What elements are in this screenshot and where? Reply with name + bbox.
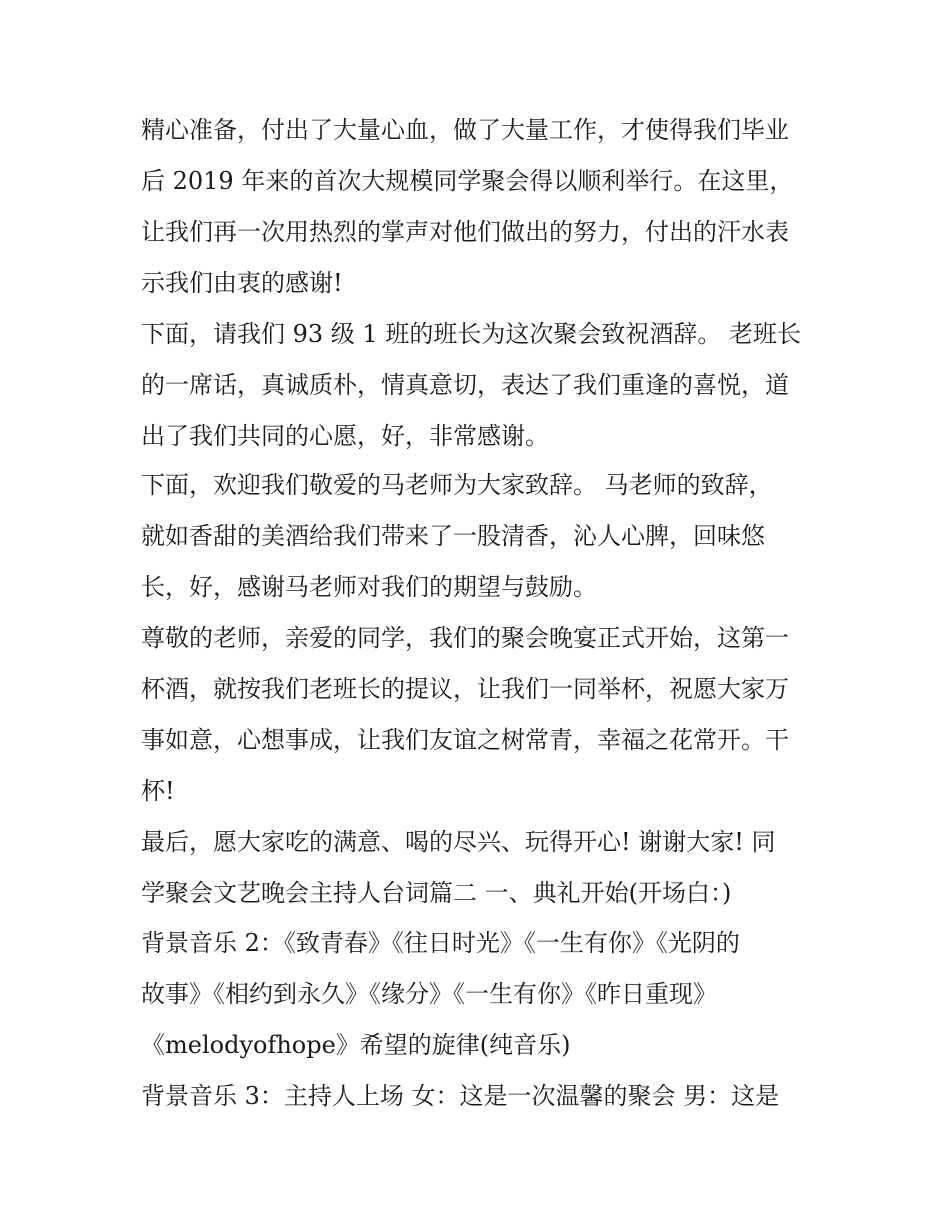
text-line: 让我们再一次用热烈的掌声对他们做出的努力，付出的汗水表 [141,218,789,246]
text-line: 事如意，心想事成，让我们友谊之树常青，幸福之花常开。干 [141,726,789,754]
text-line: 出了我们共同的心愿，好，非常感谢。 [141,422,549,450]
text-line: 故事》《相约到永久》《缘分》《一生有你》《昨日重现》 [141,980,717,1008]
text-line: 背景音乐 3：主持人上场 女：这是一次温馨的聚会 男：这是 [141,1082,780,1110]
text-line: 《melodyofhope》希望的旋律(纯音乐) [141,1031,571,1059]
text-line: 学聚会文艺晚会主持人台词篇二 一、典礼开始(开场白：) [141,879,732,907]
text-line: 示我们由衷的感谢! [141,269,343,297]
text-line: 下面，请我们 93 级 1 班的班长为这次聚会致祝酒辞。 老班长 [141,320,801,348]
text-line: 杯酒，就按我们老班长的提议，让我们一同举杯，祝愿大家万 [141,675,789,703]
text-line: 最后，愿大家吃的满意、喝的尽兴、玩得开心! 谢谢大家! 同 [141,828,776,856]
text-line: 长，好，感谢马老师对我们的期望与鼓励。 [141,573,597,601]
text-line: 杯! [141,777,175,805]
text-line: 就如香甜的美酒给我们带来了一股清香，沁人心脾，回味悠 [141,522,765,550]
text-line: 精心准备，付出了大量心血，做了大量工作，才使得我们毕业 [141,116,789,144]
text-line: 尊敬的老师，亲爱的同学，我们的聚会晚宴正式开始，这第一 [141,624,789,652]
text-line: 的一席话，真诚质朴，情真意切，表达了我们重逢的喜悦，道 [141,371,789,399]
text-line: 下面，欢迎我们敬爱的马老师为大家致辞。 马老师的致辞， [141,471,773,499]
text-line: 后 2019 年来的首次大规模同学聚会得以顺利举行。在这里， [141,167,794,195]
text-line: 背景音乐 2：《致青春》《往日时光》《一生有你》《光阴的 [141,929,740,957]
